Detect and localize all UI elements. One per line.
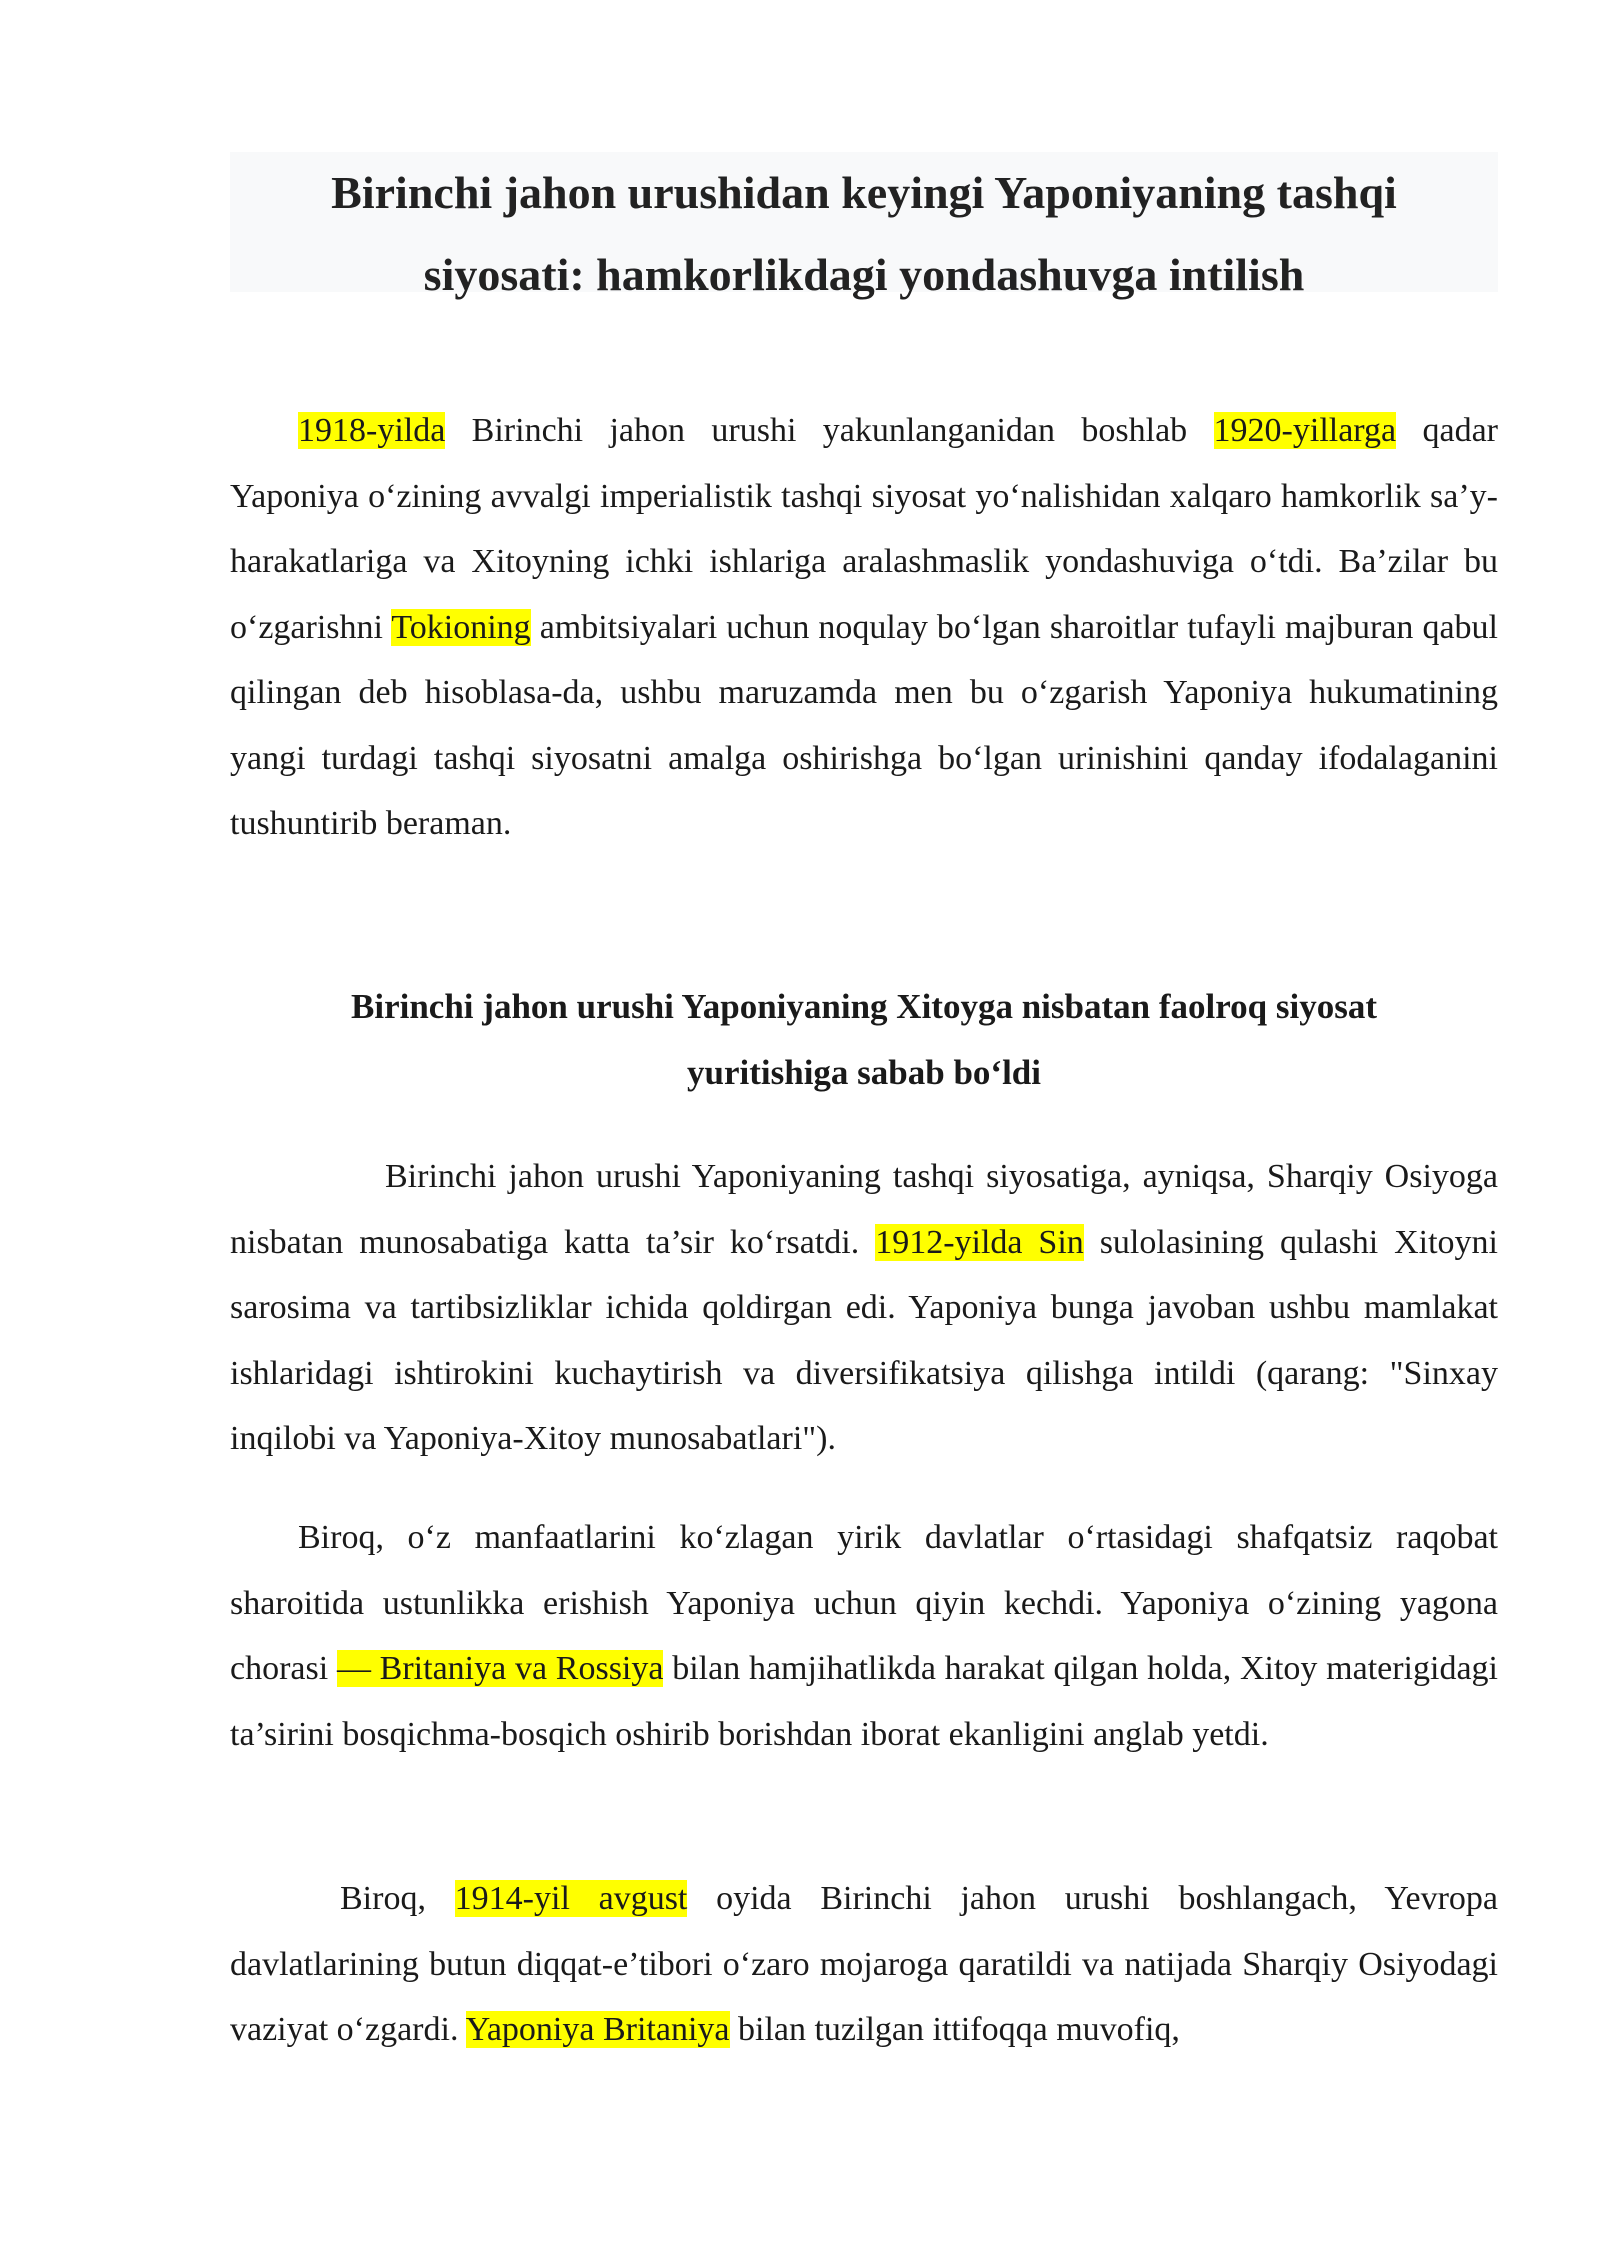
- title-line-2: siyosati: hamkorlikdagi yondashuvga intilish: [423, 249, 1305, 300]
- intro-paragraph: [230, 398, 1498, 857]
- highlight-text: — Britaniya va Rossiya: [336, 1650, 664, 1687]
- title-block: [230, 152, 1498, 300]
- paragraph-text: bilan tuzilgan ittifoqqa muvofiq,: [729, 2011, 1180, 2048]
- highlight-text: Tokioning: [391, 608, 531, 646]
- paragraph-text: qadar Yaponiya o‘zining avvalgi imperialistik tashqi siyosat yo‘nalishidan xalqaro hamkorlik sa’y-harakatlariga va Xitoyning ichki ishlariga aralashmaslik yondashuviga o‘tdi. Ba’zilar bu o‘zgarishni: [230, 412, 1498, 646]
- paragraph-text: sulolasining qulashi Xitoyni sarosima va tartibsizliklar ichida qoldirgan edi. Yaponiya bunga javoban ushbu mamlakat ishlaridagi ishtirokini kuchaytirish va diversifikatsiya qilishga intildi (qarang: "Sinxay inqilobi va Yaponiya-Xitoy munosabatlari").: [230, 1223, 1498, 1457]
- title-line-1: Birinchi jahon urushidan keyingi Yaponiyaning tashqi: [331, 167, 1397, 218]
- highlight-text: 1920-yillarga: [1213, 412, 1397, 449]
- heading-line-2: yuritishiga sabab bo‘ldi: [687, 1053, 1041, 1092]
- paragraph-text: Biroq, o‘z manfaatlarini ko‘zlagan yirik davlatlar o‘rtasidagi shafqatsiz raqobat sharoitida ustunlikka erishish Yaponiya uchun qiyin kechdi. Yaponiya o‘zining yagona chorasi: [230, 1519, 1498, 1687]
- highlight-text: 1914-yil avgust: [454, 1880, 688, 1917]
- paragraph-text: oyida Birinchi jahon urushi boshlangach, Yevropa davlatlarining butun diqqat-e’tibori o‘zaro mojaroga qaratildi va natijada Sharqiy Osiyodagi vaziyat o‘zgardi.: [230, 1880, 1498, 2048]
- body-paragraph-3: [230, 1505, 1498, 1767]
- highlight-text: 1912-yilda Sin: [875, 1223, 1084, 1261]
- body-paragraph-4: [230, 1866, 1498, 2063]
- paragraph-text: Birinchi jahon urushi Yaponiyaning tashqi siyosatiga, ayniqsa, Sharqiy Osiyoga nisbatan munosabatiga katta ta’sir ko‘rsatdi.: [230, 1158, 1498, 1261]
- heading-line-1: Birinchi jahon urushi Yaponiyaning Xitoyga nisbatan faolroq siyosat: [351, 987, 1377, 1026]
- paragraph-text: Birinchi jahon urushi yakunlanganidan boshlab: [445, 412, 1214, 449]
- highlight-text: 1918-yilda: [298, 412, 446, 449]
- document-title: [230, 152, 1498, 316]
- section-heading: [230, 974, 1498, 1106]
- body-paragraph-2: [230, 1144, 1498, 1472]
- paragraph-text: bilan hamjihatlikda harakat qilgan holda, Xitoy materigidagi ta’sirini bosqichma-bosqich oshirib borishdan iborat ekanligini anglab yetdi.: [230, 1650, 1498, 1753]
- paragraph-text: ambitsiyalari uchun noqulay bo‘lgan sharoitlar tufayli majburan qabul qilingan deb hisoblasa-da, ushbu maruzamda men bu o‘zgarish Yaponiya hukumatining yangi turdagi tashqi siyosatni amalga oshirishga bo‘lgan urinishini qanday ifodalaganini tushuntirib beraman.: [230, 608, 1498, 842]
- paragraph-text: Biroq,: [340, 1880, 455, 1917]
- highlight-text: Yaponiya Britaniya: [465, 2011, 730, 2048]
